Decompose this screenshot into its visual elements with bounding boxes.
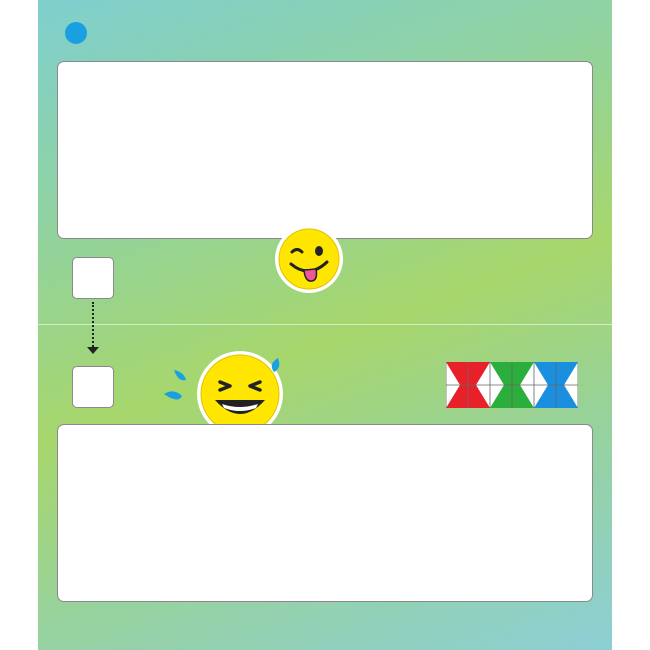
answer-word-grid — [57, 424, 593, 602]
arrow-down-icon — [87, 347, 99, 354]
example-dotted-line — [92, 302, 94, 350]
winking-tongue-emoji-icon — [274, 224, 344, 294]
worksheet-page — [38, 0, 612, 650]
example-source-box — [72, 257, 114, 299]
exercise-number-badge — [65, 22, 87, 44]
color-pattern-icon — [446, 362, 578, 408]
example-result-box — [72, 366, 114, 408]
numbered-word-grid — [57, 61, 593, 239]
page-fold-line — [38, 324, 612, 325]
